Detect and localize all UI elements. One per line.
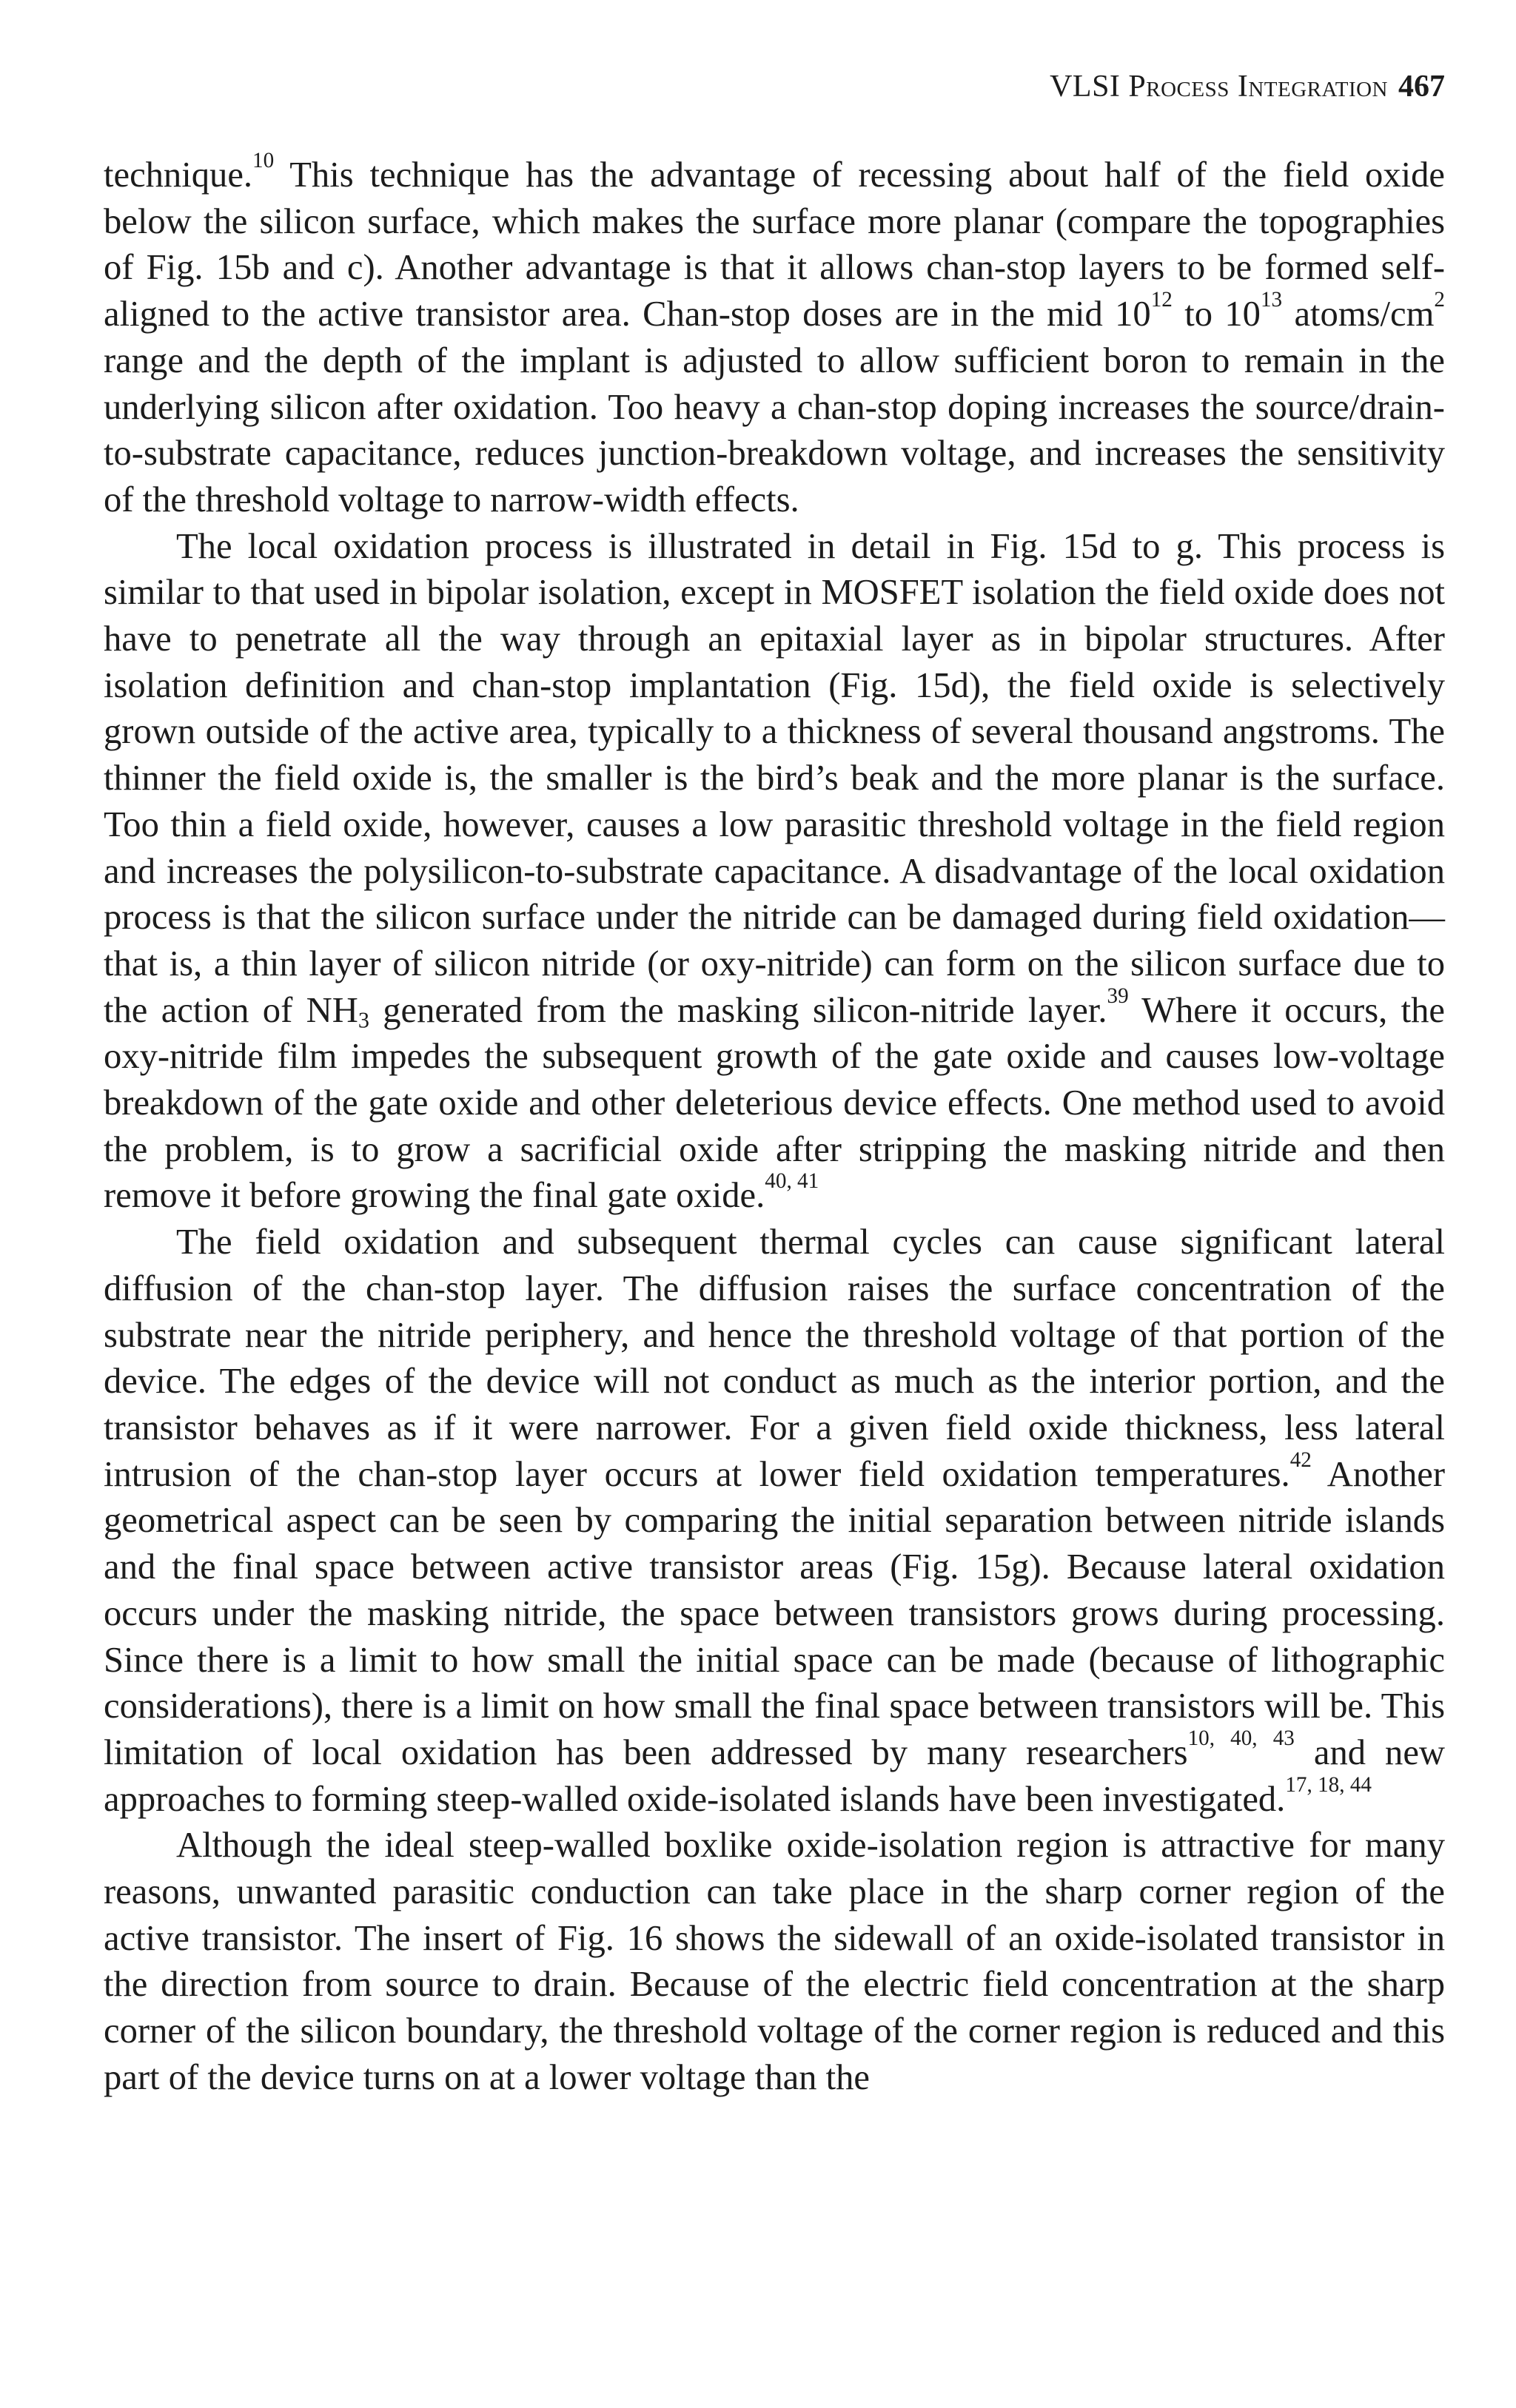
exponent-superscript: 2 [1434,287,1445,312]
text-run: The local oxidation process is illustrated in detail in Fig. 15d to g. This process is similar to that used in bipolar isolation, except in MOSFET isolation the field oxide does not have to penetrate all the way through an epitaxial layer as in bipolar structures. After isolation definition and chan-stop implantation (Fig. 15d), the field oxide is selectively grown outside of the active area, typically to a thickness of several thousand angstroms. The thinner the field oxide is, the smaller is the bird’s beak and the more planar is the surface. Too thin a field oxide, however, causes a low parasitic threshold voltage in the field region and increases the polysilicon-to-substrate capacitance. A disadvantage of the local oxidation process is that the silicon surface under the nitride can be damaged during field oxidation—that is, a thin layer of silicon nitride (or oxy-nitride) can form on the silicon surface due to the action of NH [104,525,1445,1030]
text-run: Although the ideal steep-walled boxlike oxide-isolation region is attractive for many reasons, unwanted parasitic conduction can take place in the sharp corner region of the active transistor. The insert of Fig. 16 shows the sidewall of an oxide-isolated transistor in the direction from source to drain. Because of the electric field concentration at the sharp corner of the silicon boundary, the threshold voltage of the corner region is reduced and this part of the device turns on at a lower voltage than the [104,1825,1445,2097]
running-head [1050,68,1445,105]
text-run: Another geometrical aspect can be seen by comparing the initial separation between nitride islands and the final space between active transistor areas (Fig. 15g). Because lateral oxidation occurs under the masking nitride, the space between transistors grows during processing. Since there is a limit to how small the initial space can be made (because of lithographic considerations), there is a limit on how small the final space between transistors will be. This limitation of local oxidation has been addressed by many researchers [104,1453,1446,1772]
text-run: The field oxidation and subsequent thermal cycles can cause significant lateral diffusion of the chan-stop layer. The diffusion raises the surface concentration of the substrate near the nitride periphery, and hence the threshold voltage of that portion of the device. The edges of the device will not conduct as much as the interior portion, and the transistor behaves as if it were narrower. For a given field oxide thickness, less lateral intrusion of the chan-stop layer occurs at lower field oxidation temperatures. [104,1222,1445,1494]
citation-superscript: 40, 41 [765,1169,819,1194]
text-run: generated from the masking silicon-nitride layer. [369,989,1107,1030]
running-head-title: VLSI Process Integration [1050,70,1388,104]
text-run: This technique has the advantage of recessing about half of the field oxide below the silicon surface, which makes the surface more planar (compare the topographies of Fig. 15b and c). Another advantage is that it allows chan-stop layers to be formed self-aligned to the active transistor area. Chan-stop doses are in the mid 10 [104,155,1445,334]
paragraph-4 [104,1822,1445,2100]
paragraph-3 [104,1219,1445,1822]
text-run: to 10 [1172,294,1261,334]
page-number: 467 [1398,70,1445,104]
text-run: range and the depth of the implant is adjusted to allow sufficient boron to remain in the underlying silicon after oxidation. Too heavy a chan-stop doping increases the source/drain-to-substrate capacitance, reduces junction-breakdown voltage, and increases the sensitivity of the threshold voltage to narrow-width effects. [104,340,1445,519]
chemical-subscript: 3 [358,1007,369,1033]
citation-superscript: 39 [1107,983,1129,1008]
text-run: and new approaches to forming steep-walled oxide-isolated islands have been investigated. [104,1732,1446,1819]
citation-superscript: 17, 18, 44 [1285,1772,1372,1797]
text-run: Where it occurs, the oxy-nitride film impedes the subsequent growth of the gate oxide and causes low-voltage breakdown of the gate oxide and other deleterious device effects. One method used to avoid the problem, is to grow a sacrificial oxide after stripping the masking nitride and then remove it before growing the final gate oxide. [104,989,1445,1216]
citation-superscript: 10 [252,148,275,172]
paragraph-1 [104,148,1445,523]
exponent-superscript: 12 [1150,287,1173,312]
exponent-superscript: 13 [1260,287,1283,312]
text-run: atoms/cm [1282,294,1435,334]
body-text [104,148,1446,2101]
citation-superscript: 10, 40, 43 [1187,1726,1295,1750]
paragraph-2 [104,523,1445,1220]
citation-superscript: 42 [1289,1447,1312,1472]
text-run: technique. [104,155,253,195]
